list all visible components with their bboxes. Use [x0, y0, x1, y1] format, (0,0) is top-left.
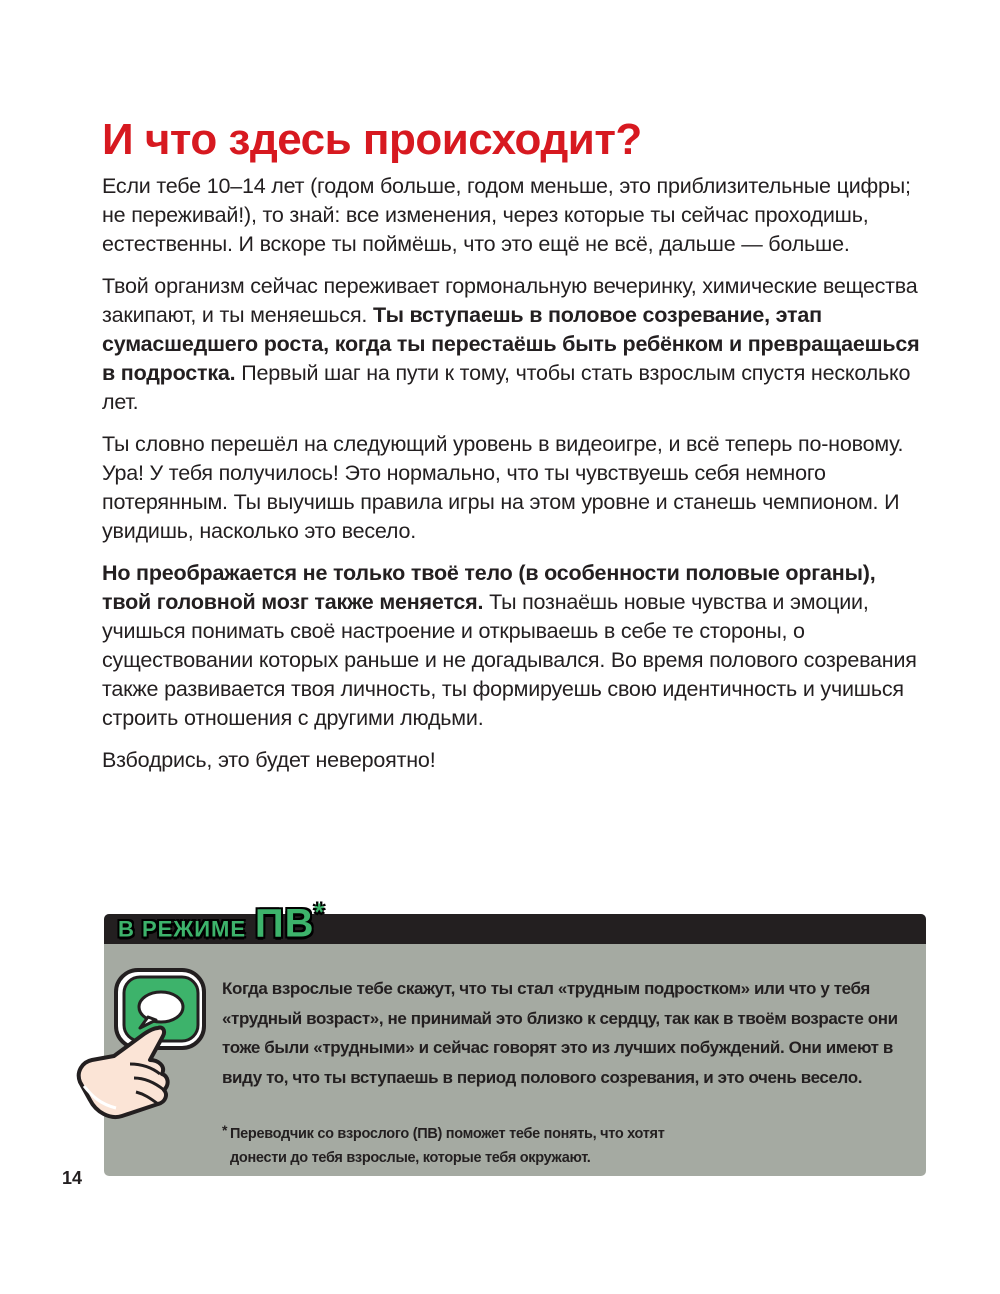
footnote-star: *	[222, 1122, 228, 1138]
paragraph	[102, 430, 922, 546]
translator-title-abbr: ПВ	[254, 901, 315, 946]
translator-footnote	[222, 1122, 722, 1170]
paragraph-segment: Первый шаг на пути к тому, чтобы стать взрослым спустя несколько лет.	[102, 361, 911, 414]
paragraph-segment: Твой организм сейчас переживает гормональную вечеринку, химические вещества закипают, и ты меняешься.	[102, 274, 918, 327]
paragraph-segment: Взбодрись, это будет невероятно!	[102, 748, 436, 772]
translator-title-prefix: В РЕЖИМЕ	[118, 916, 247, 942]
paragraph-bold-segment: Ты вступаешь в половое созревание, этап сумасшедшего роста, когда ты перестаёшь быть ребёнком и превращаешься в подростка.	[102, 303, 920, 385]
paragraph-bold-segment: Но преображается не только твоё тело (в особенности половые органы), твой головной мозг также меняется.	[102, 561, 876, 614]
page-number: 14	[62, 1168, 83, 1188]
paragraph	[102, 559, 922, 733]
paragraph-segment: Ты словно перешёл на следующий уровень в видеоигре, и всё теперь по-новому. Ура! У тебя получилось! Это нормально, что ты чувствуешь себя немного потерянным. Ты выучишь правила игры на этом уровне и станешь чемпионом. И увидишь, насколько это весело.	[102, 432, 904, 543]
translator-box-text: Когда взрослые тебе скажут, что ты стал «трудным подростком» или что у тебя «трудный возраст», не принимай это близко к сердцу, так как в твоём возрасте они тоже были «трудными» и сейчас говорят это из лучших побуждений. Они имеют в виду то, что ты вступаешь в период полового созревания, и это очень весело.	[222, 979, 898, 1087]
page-title: И что здесь происходит?	[102, 115, 642, 164]
body-text	[102, 172, 922, 788]
translator-title-star: *	[314, 899, 325, 926]
translator-box-title	[118, 893, 325, 955]
paragraph-segment: Ты познаёшь новые чувства и эмоции, учишься понимать своё настроение и открываешь в себе те стороны, о существовании которых раньше и не догадывался. Во время полового созревания также развивается твоя личность, ты формируешь свою идентичность и учишься строить отношения с другими людьми.	[102, 590, 917, 730]
paragraph	[102, 272, 922, 417]
paragraph-segment: Если тебе 10–14 лет (годом больше, годом меньше, это приблизительные цифры; не переживай!), то знай: все изменения, через которые ты сейчас проходишь, естественны. И вскоре ты поймёшь, что это ещё не всё, дальше — больше.	[102, 174, 911, 256]
speech-bubble-hand-icon	[70, 964, 210, 1124]
footnote-line-1: Переводчик со взрослого (ПВ) поможет тебе понять, что хотят	[230, 1126, 665, 1142]
paragraph	[102, 172, 922, 259]
paragraph	[102, 746, 922, 775]
footnote-line-2: донести до тебя взрослые, которые тебя окружают.	[230, 1150, 591, 1166]
